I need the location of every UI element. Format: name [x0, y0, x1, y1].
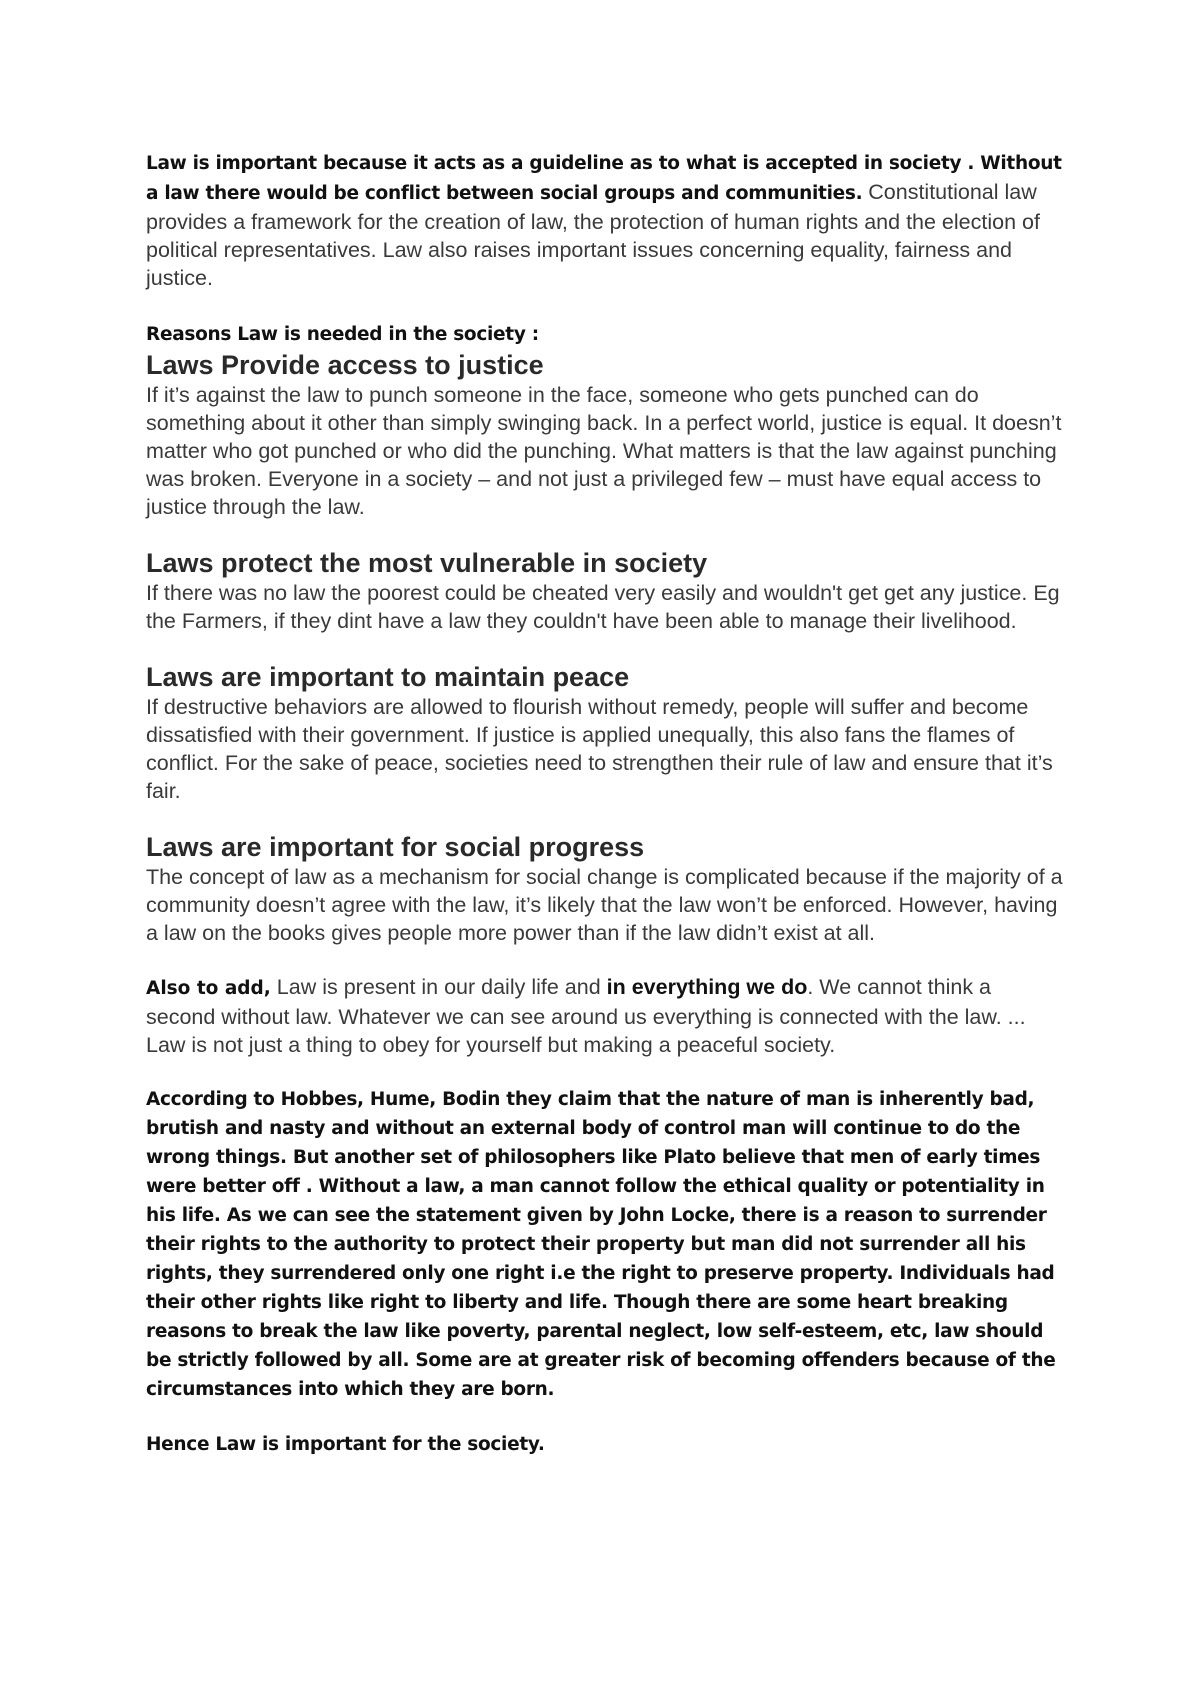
section-heading-vulnerable: Laws protect the most vulnerable in society: [146, 548, 708, 578]
section-heading-peace: Laws are important to maintain peace: [146, 662, 630, 692]
intro-plain-text: Constitutional law provides a framework for the creation of law, the protection of human rights and the election of political representatives. Law also raises important issues concerning equality, fairness and justice.: [146, 180, 1040, 290]
conclusion-paragraph: Hence Law is important for the society.: [146, 1434, 545, 1455]
also-add-lead: Also to add,: [146, 978, 271, 999]
philosophers-paragraph: According to Hobbes, Hume, Bodin they claim that the nature of man is inherently bad, brutish and nasty and without an external body of control man will continue to do the wrong things. But another set of philosophers like Plato believe that men of early times were better off . Without a law, a man cannot follow the ethical quality or potentiality in his life. As we can see the statement given by John Locke, there is a reason to surrender their rights to the authority to protect their property but man did not surrender all his rights, they surrendered only one right i.e the right to preserve property. Individuals had their other rights like right to liberty and life. Though there are some heart breaking reasons to break the law like poverty, parental neglect, low self-esteem, etc, law should be strictly followed by all. Some are at greater risk of becoming offenders because of the circumstances into which they are born.: [146, 1089, 1056, 1400]
section-body-vulnerable: If there was no law the poorest could be cheated very easily and wouldn't get get any justice. Eg the Farmers, if they dint have a law they couldn't have been able to manage their livelihood.: [146, 581, 1060, 633]
document-page: [146, 148, 1066, 1459]
section-body-justice: If it’s against the law to punch someone in the face, someone who gets punched can do something about it other than simply swinging back. In a perfect world, justice is equal. It doesn’t matter who got punched or who did the punching. What matters is that the law against punching was broken. Everyone in a society – and not just a privileged few – must have equal access to justice through the law.: [146, 383, 1062, 519]
section-heading-justice: Laws Provide access to justice: [146, 350, 544, 380]
also-add-paragraph: [146, 973, 1066, 1059]
intro-paragraph: [146, 148, 1066, 292]
intro-bold-text: Law is important because it acts as a guideline as to what is accepted in society . Without a law there would be conflict between social groups and communities.: [146, 153, 1062, 204]
reasons-label: Reasons Law is needed in the society :: [146, 324, 539, 345]
also-add-text-b: . We cannot think a second without law. Whatever we can see around us everything is connected with the law. ... Law is not just a thing to obey for yourself but making a peaceful society.: [146, 975, 1026, 1057]
section-heading-progress: Laws are important for social progress: [146, 832, 645, 862]
also-add-text-a: Law is present in our daily life and: [270, 975, 607, 999]
section-body-peace: If destructive behaviors are allowed to flourish without remedy, people will suffer and become dissatisfied with their government. If justice is applied unequally, this also fans the flames of conflict. For the sake of peace, societies need to strengthen their rule of law and ensure that it’s fair.: [146, 695, 1053, 803]
section-body-progress: The concept of law as a mechanism for social change is complicated because if the majority of a community doesn’t agree with the law, it’s likely that the law won’t be enforced. However, having a law on the books gives people more power than if the law didn’t exist at all.: [146, 865, 1063, 945]
also-add-emphasis: in everything we do: [606, 975, 808, 999]
